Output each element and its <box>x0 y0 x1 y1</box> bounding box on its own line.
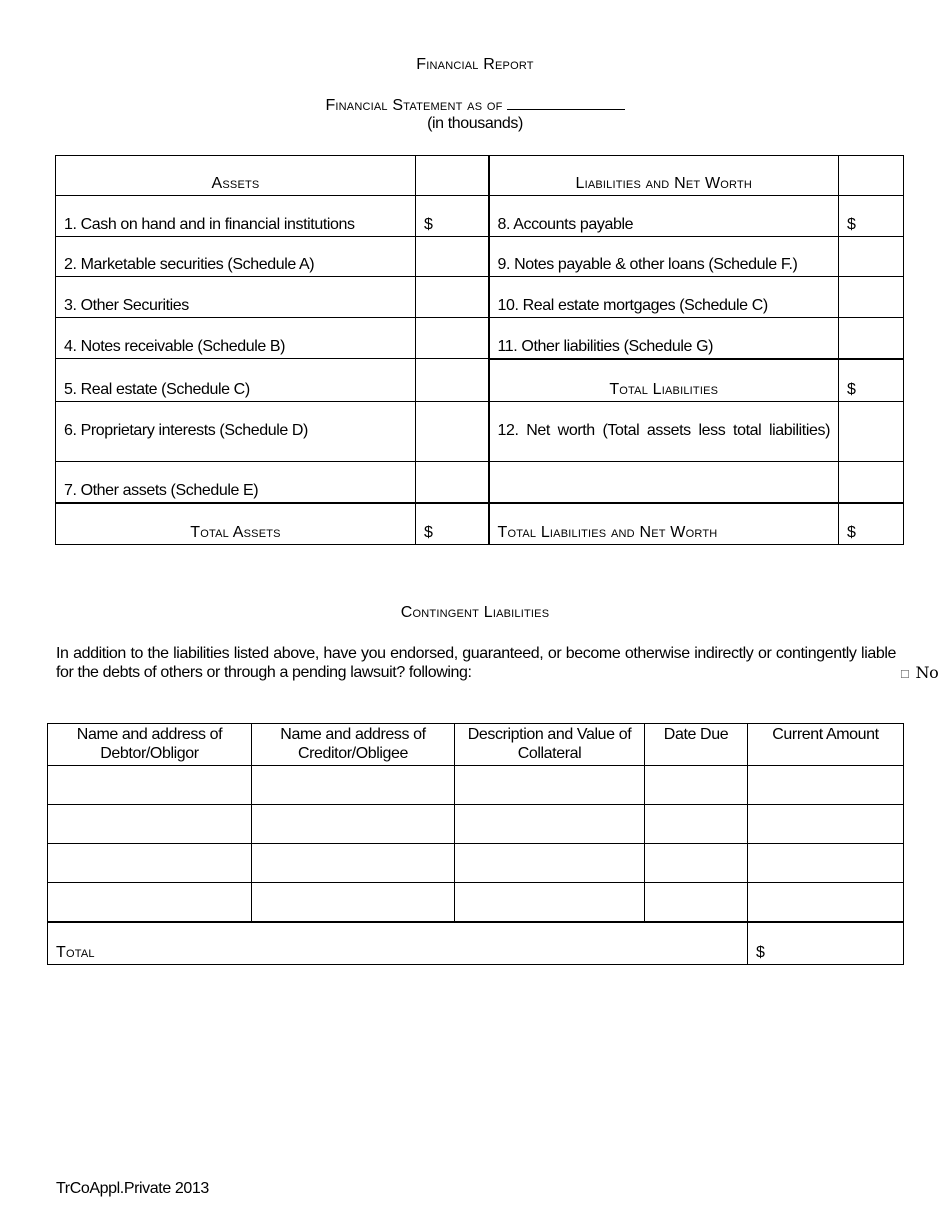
form-id-footer: TrCoAppl.Private 2013 <box>56 1180 209 1197</box>
table-cell[interactable] <box>748 883 904 923</box>
total-liabilities-net-worth-amount[interactable]: $ <box>839 503 904 545</box>
total-liabilities-net-worth-label: Total Liabilities and Net Worth <box>489 503 839 545</box>
table-cell[interactable] <box>252 883 455 923</box>
empty-cell <box>489 462 839 503</box>
table-cell[interactable] <box>748 805 904 844</box>
asset-row-label: 3. Other Securities <box>56 277 416 318</box>
column-header-creditor: Name and address of Creditor/Obligee <box>252 724 455 766</box>
asset-amount-7[interactable] <box>416 462 489 503</box>
units-note: (in thousands) <box>427 115 523 132</box>
net-worth-amount[interactable] <box>839 402 904 462</box>
table-cell[interactable] <box>252 766 455 805</box>
no-option[interactable] <box>900 663 938 682</box>
column-header-collateral: Description and Value of Collateral <box>455 724 645 766</box>
asset-row-label: 7. Other assets (Schedule E) <box>56 462 416 503</box>
column-header-debtor: Name and address of Debtor/Obligor <box>48 724 252 766</box>
asset-amount-1[interactable]: $ <box>416 196 489 237</box>
table-cell[interactable] <box>748 766 904 805</box>
column-header-date-due: Date Due <box>645 724 748 766</box>
liability-row-label: 11. Other liabilities (Schedule G) <box>489 318 839 359</box>
total-assets-label: Total Assets <box>56 503 416 545</box>
asset-row-label: 4. Notes receivable (Schedule B) <box>56 318 416 359</box>
liability-row-label: 8. Accounts payable <box>489 196 839 237</box>
table-row <box>48 766 904 805</box>
asset-amount-5[interactable] <box>416 359 489 402</box>
table-cell[interactable] <box>645 766 748 805</box>
financial-statement-table <box>55 155 904 545</box>
statement-date-line <box>0 95 950 115</box>
total-assets-amount[interactable]: $ <box>416 503 489 545</box>
table-cell[interactable] <box>748 844 904 883</box>
table-cell[interactable] <box>455 844 645 883</box>
asset-amount-3[interactable] <box>416 277 489 318</box>
asset-amount-4[interactable] <box>416 318 489 359</box>
liability-amount-9[interactable] <box>839 237 904 277</box>
contingent-liabilities-title: Contingent Liabilities <box>400 604 550 621</box>
table-cell[interactable] <box>252 805 455 844</box>
assets-header: Assets <box>56 156 416 196</box>
liability-amount-8[interactable]: $ <box>839 196 904 237</box>
table-cell[interactable] <box>645 844 748 883</box>
asset-row-label: 6. Proprietary interests (Schedule D) <box>56 402 416 462</box>
total-liabilities-amount[interactable]: $ <box>839 359 904 402</box>
asset-row-label: 5. Real estate (Schedule C) <box>56 359 416 402</box>
column-header-current-amount: Current Amount <box>748 724 904 766</box>
table-row <box>48 883 904 923</box>
table-cell[interactable] <box>455 883 645 923</box>
liability-row-label: 10. Real estate mortgages (Schedule C) <box>489 277 839 318</box>
table-cell[interactable] <box>645 883 748 923</box>
no-label: No <box>915 663 939 682</box>
statement-label: Financial Statement as of <box>325 97 503 114</box>
liability-row-label: 9. Notes payable & other loans (Schedule F.) <box>489 237 839 277</box>
checkbox-icon[interactable]: ☐ <box>900 668 910 681</box>
liability-amount-11[interactable] <box>839 318 904 359</box>
table-row <box>48 805 904 844</box>
asset-row-label: 2. Marketable securities (Schedule A) <box>56 237 416 277</box>
contingent-question: In addition to the liabilities listed above, have you endorsed, guaranteed, or become otherwise indirectly or contingently liable for the debts of others or through a pending lawsuit? following: <box>56 645 896 681</box>
contingent-liabilities-table <box>47 723 904 965</box>
asset-row-label: 1. Cash on hand and in financial institutions <box>56 196 416 237</box>
table-row <box>48 844 904 883</box>
form-title: Financial Report <box>416 56 534 73</box>
contingent-total-amount[interactable]: $ <box>748 922 904 964</box>
table-cell[interactable] <box>455 766 645 805</box>
net-worth-label: 12. Net worth (Total assets less total liabilities) <box>489 402 839 462</box>
asset-amount-2[interactable] <box>416 237 489 277</box>
table-cell[interactable] <box>48 766 252 805</box>
amount-cell[interactable] <box>839 156 904 196</box>
statement-date-field[interactable] <box>507 95 625 110</box>
table-cell[interactable] <box>48 805 252 844</box>
table-cell[interactable] <box>48 844 252 883</box>
table-cell[interactable] <box>48 883 252 923</box>
table-cell[interactable] <box>252 844 455 883</box>
contingent-total-label: Total <box>48 922 748 964</box>
asset-amount-6[interactable] <box>416 402 489 462</box>
liabilities-header: Liabilities and Net Worth <box>489 156 839 196</box>
liability-amount-10[interactable] <box>839 277 904 318</box>
total-liabilities-label: Total Liabilities <box>489 359 839 402</box>
table-cell[interactable] <box>455 805 645 844</box>
table-cell[interactable] <box>645 805 748 844</box>
amount-cell[interactable] <box>416 156 489 196</box>
empty-amount-cell[interactable] <box>839 462 904 503</box>
